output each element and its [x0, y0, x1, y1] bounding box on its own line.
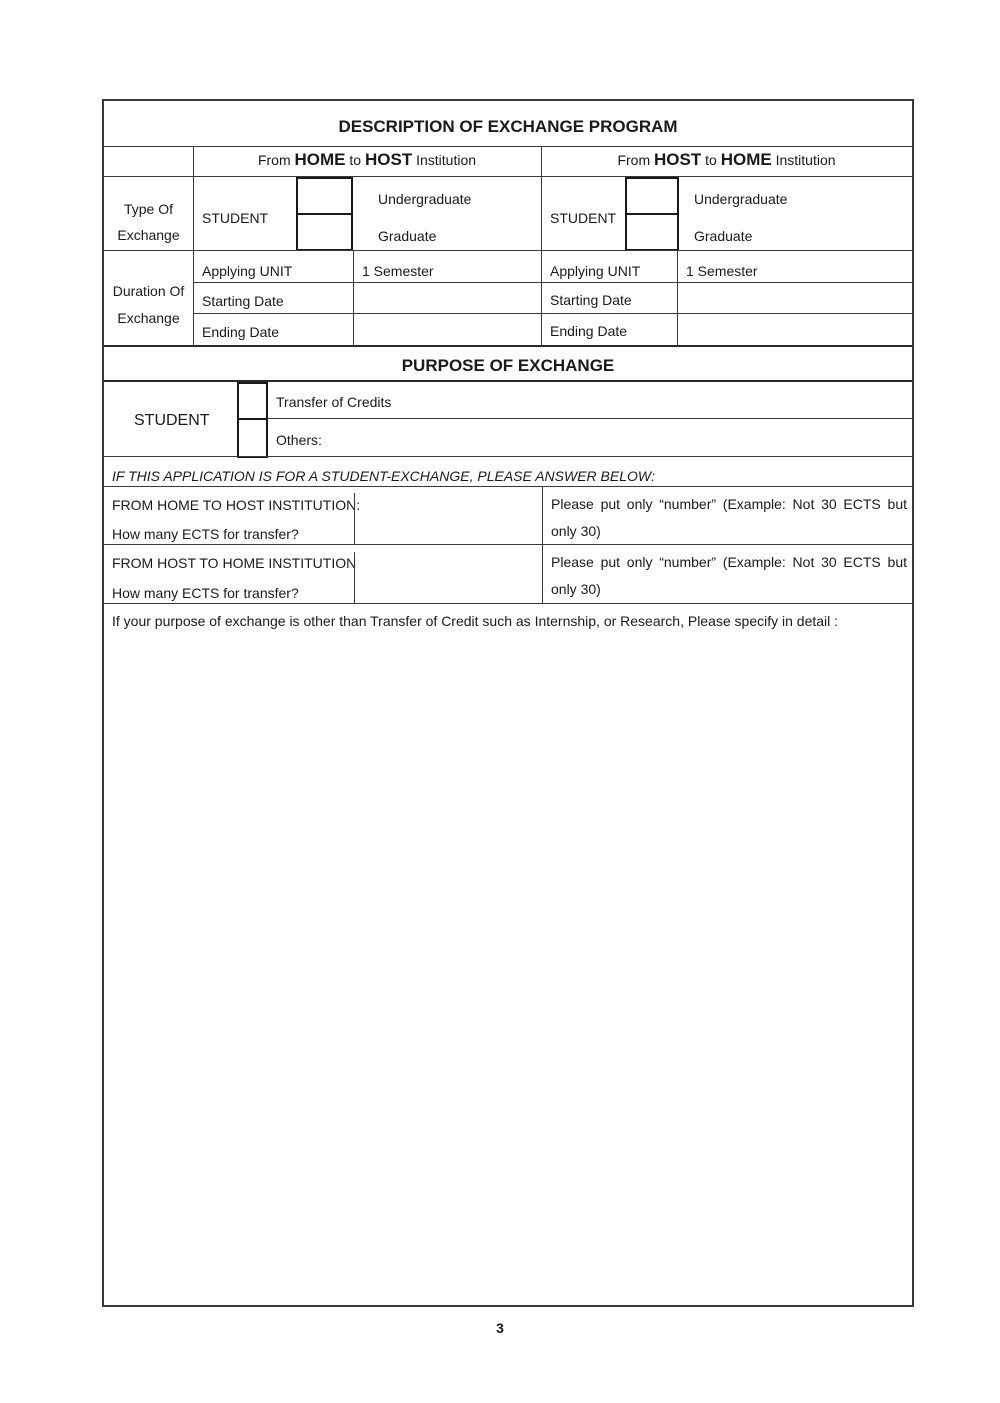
purpose-student-label: STUDENT: [134, 412, 210, 429]
type-of-exchange-label: Type Of Exchange: [117, 201, 180, 243]
divider: [104, 176, 912, 177]
divider: [354, 493, 355, 545]
divider: [104, 456, 912, 457]
others-field[interactable]: [329, 421, 909, 455]
exchange-form: [102, 99, 914, 1307]
starting-date-field-host[interactable]: [678, 283, 911, 312]
others-label: Others:: [276, 432, 322, 448]
header-home-to-host: From HOME to HOST Institution: [257, 150, 477, 169]
applying-unit-label-home: Applying UNIT: [202, 263, 293, 279]
ects-field-host-to-home[interactable]: [356, 548, 540, 601]
starting-date-label-host: Starting Date: [550, 292, 632, 308]
header-host-to-home: From HOST to HOME Institution: [617, 150, 836, 169]
graduate-label-home: Graduate: [378, 228, 437, 244]
starting-date-field-home[interactable]: [354, 283, 540, 312]
host-to-home-label: FROM HOST TO HOME INSTITUTION: [112, 555, 357, 571]
starting-date-label-home: Starting Date: [202, 293, 284, 309]
graduate-checkbox-home[interactable]: [296, 213, 353, 251]
undergraduate-checkbox-home[interactable]: [296, 177, 353, 215]
divider: [104, 380, 912, 382]
number-note-host-to-home-line2: only 30): [551, 581, 601, 597]
home-to-host-label: FROM HOME TO HOST INSTITUTION:: [112, 497, 361, 513]
undergraduate-label-host: Undergraduate: [694, 191, 788, 207]
student-exchange-note: IF THIS APPLICATION IS FOR A STUDENT-EXCHANGE, PLEASE ANSWER BELOW:: [112, 468, 655, 484]
undergraduate-checkbox-host[interactable]: [625, 177, 679, 215]
student-label-home: STUDENT: [202, 210, 269, 226]
ects-field-home-to-host[interactable]: [356, 491, 540, 543]
applying-unit-value-host: 1 Semester: [686, 263, 758, 279]
number-note-home-to-host-line1: Please put only “number” (Example: Not 30 ECTS but: [551, 496, 907, 512]
divider: [104, 486, 912, 487]
divider: [104, 146, 912, 147]
number-note-host-to-home-line1: Please put only “number” (Example: Not 30 ECTS but: [551, 554, 907, 570]
applying-unit-label-host: Applying UNIT: [550, 263, 641, 279]
ending-date-field-host[interactable]: [678, 314, 911, 344]
ending-date-label-host: Ending Date: [550, 323, 628, 339]
undergraduate-label-home: Undergraduate: [378, 191, 472, 207]
applying-unit-value-home: 1 Semester: [362, 263, 434, 279]
transfer-of-credits-label: Transfer of Credits: [276, 394, 392, 410]
ending-date-label-home: Ending Date: [202, 324, 280, 340]
description-title: DESCRIPTION OF EXCHANGE PROGRAM: [338, 117, 678, 136]
divider: [268, 418, 912, 419]
other-purpose-instruction: If your purpose of exchange is other than Transfer of Credit such as Internship, or Research, Please specify in detail :: [112, 613, 839, 629]
duration-of-exchange-label: Duration Of Exchange: [112, 283, 185, 326]
graduate-checkbox-host[interactable]: [625, 213, 679, 251]
graduate-label-host: Graduate: [694, 228, 753, 244]
purpose-title: PURPOSE OF EXCHANGE: [401, 356, 615, 375]
student-label-host: STUDENT: [550, 210, 617, 226]
other-purpose-detail-field[interactable]: [108, 635, 908, 1299]
transfer-of-credits-checkbox[interactable]: [237, 382, 268, 420]
divider: [354, 552, 355, 603]
ects-question-host-to-home: How many ECTS for transfer?: [112, 585, 299, 601]
others-checkbox[interactable]: [237, 418, 268, 458]
ects-question-home-to-host: How many ECTS for transfer?: [112, 526, 299, 542]
ending-date-field-home[interactable]: [354, 314, 540, 344]
divider: [104, 603, 912, 604]
page-number: 3: [496, 1320, 504, 1336]
divider: [104, 250, 912, 251]
divider: [104, 345, 912, 347]
divider: [104, 544, 912, 545]
number-note-home-to-host-line2: only 30): [551, 523, 601, 539]
